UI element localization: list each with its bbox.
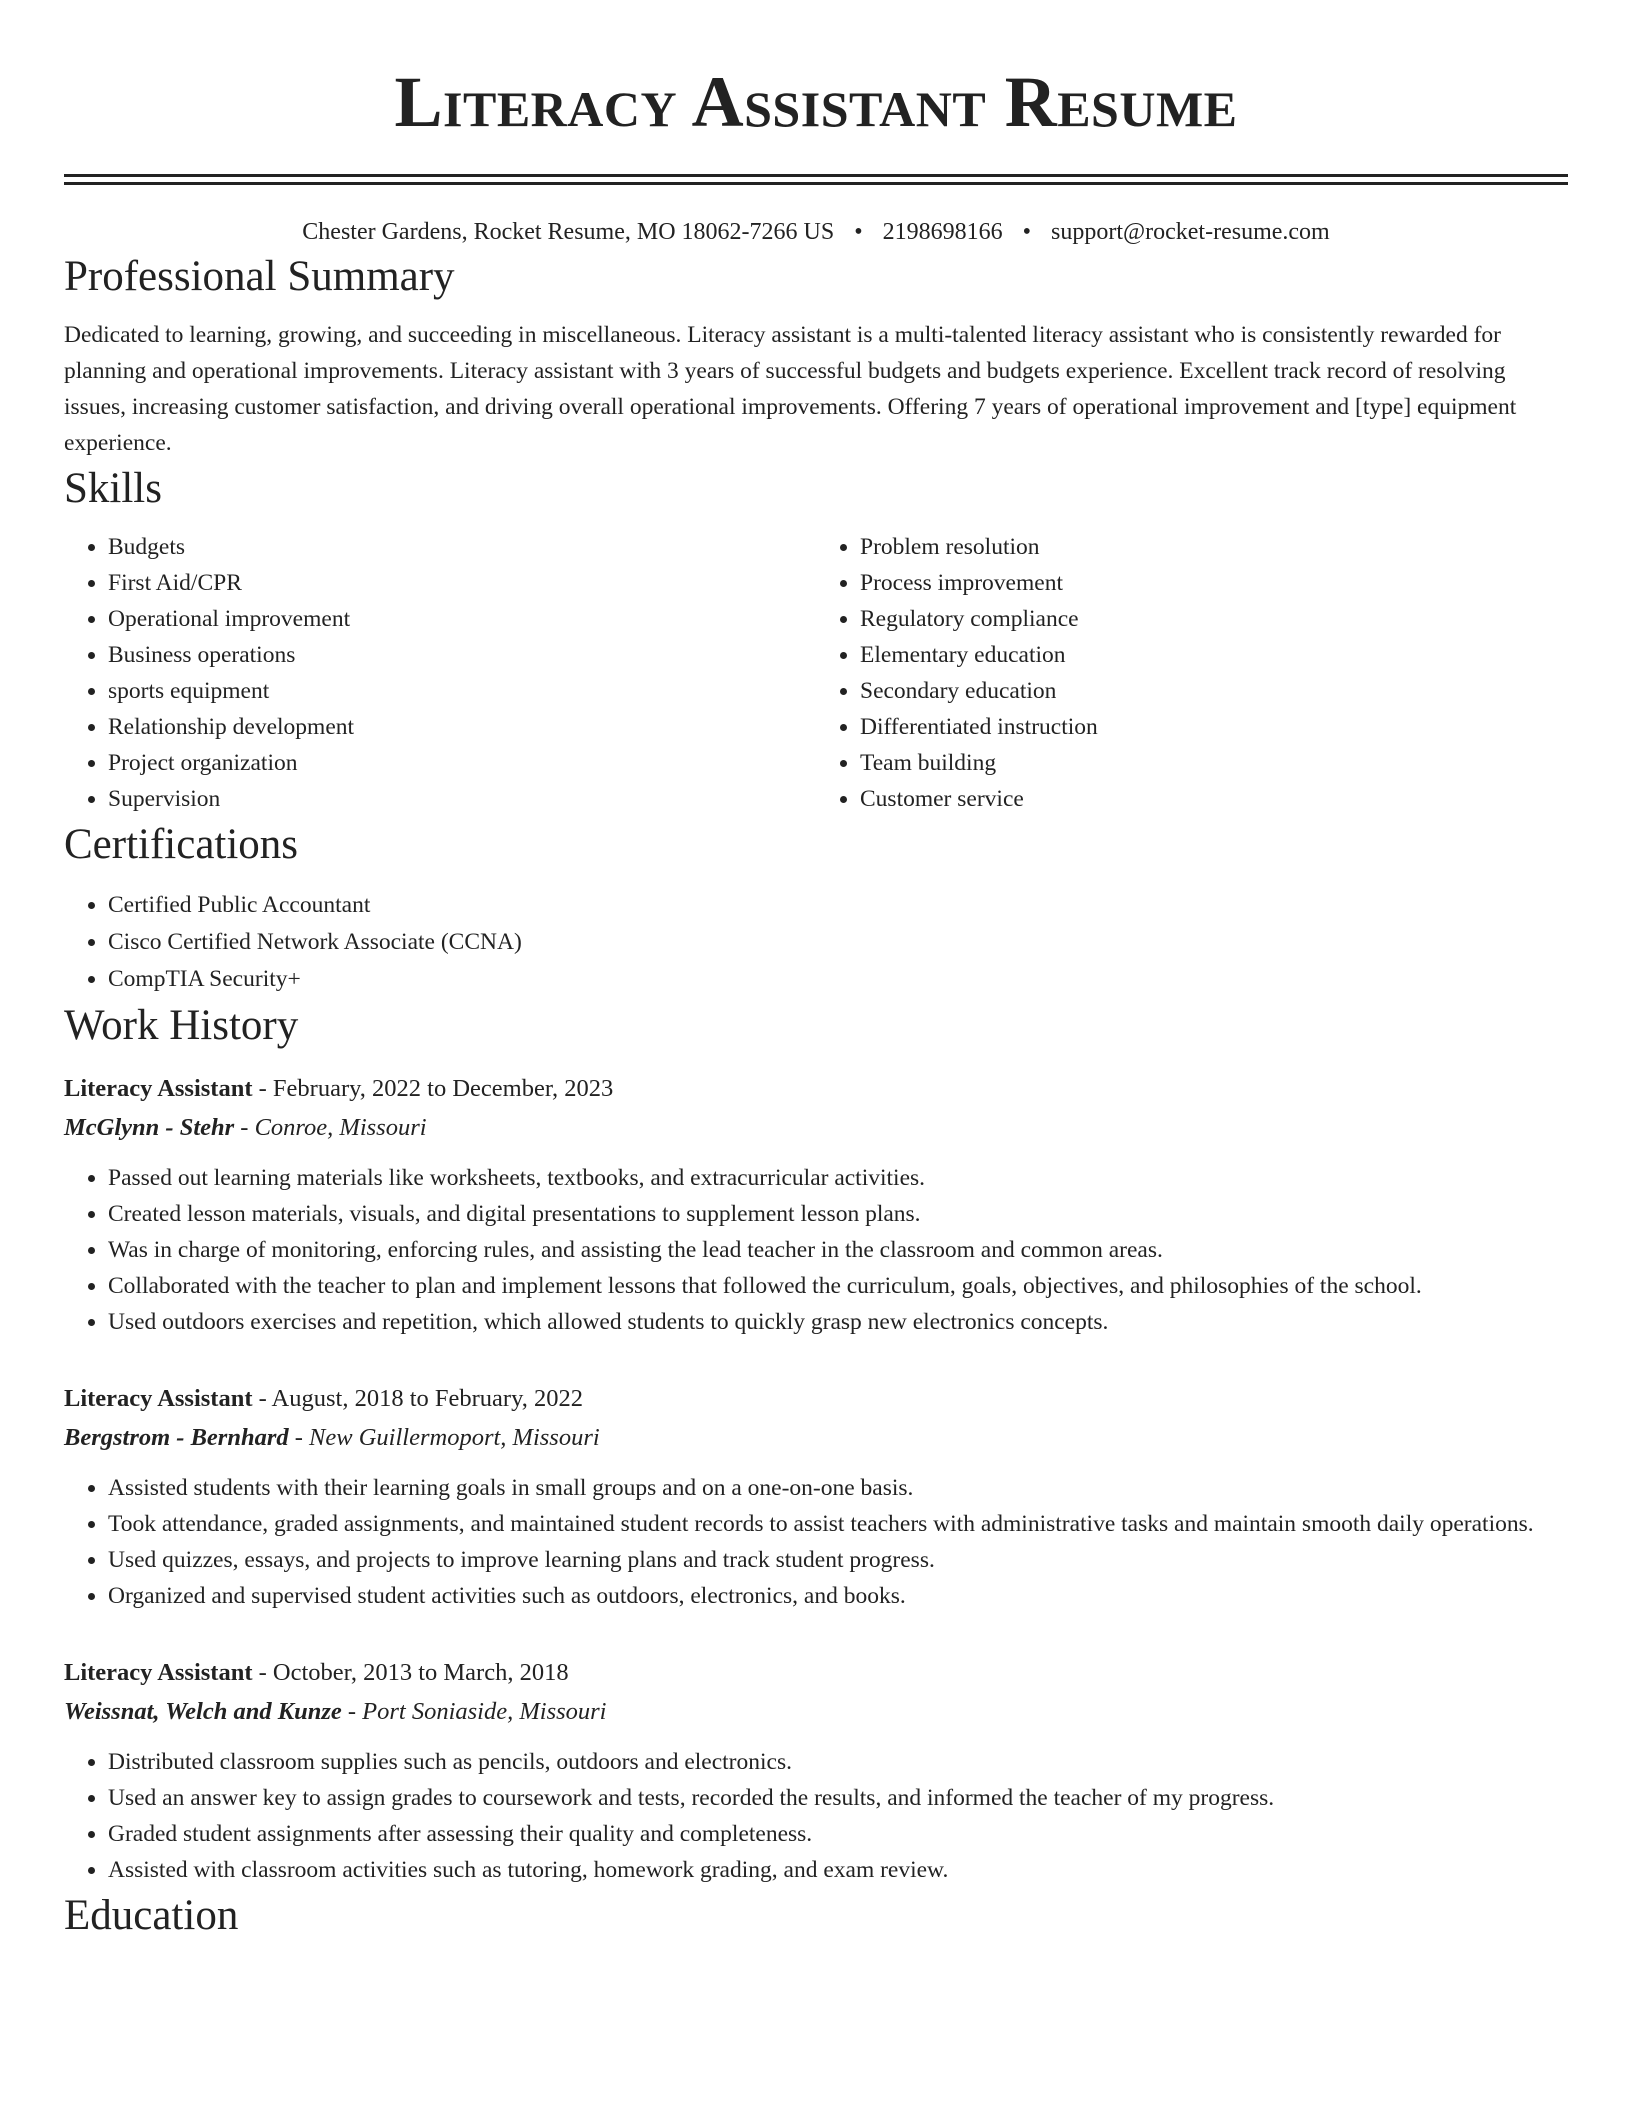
job-bullets	[64, 1160, 1568, 1340]
skills-grid	[64, 529, 1568, 817]
education-heading: Education	[64, 1892, 239, 1939]
job-bullet: • Graded student assignments after assessing their quality and completeness.	[108, 1816, 1568, 1852]
job-entry	[64, 1380, 1568, 1614]
job-bullets	[64, 1470, 1568, 1614]
skill-item: • Relationship development	[108, 709, 816, 745]
job-title-line	[64, 1070, 1568, 1108]
job-bullet: • Used quizzes, essays, and projects to improve learning plans and track student progress.	[108, 1542, 1568, 1578]
job-location: - Port Soniaside, Missouri	[341, 1698, 607, 1725]
jobs-list	[64, 1070, 1568, 1888]
summary-text: Dedicated to learning, growing, and succeeding in miscellaneous. Literacy assistant is a multi-talented literacy assistant who is consistently rewarded for planning and operational improvements. Literacy assistant with 3 years of successful budgets and budgets experience. Excellent track record of resolving issues, increasing customer satisfaction, and driving overall operational improvements. Offering 7 years of operational improvement and [type] equipment experience.	[64, 322, 1517, 456]
contact-separator: •	[1022, 219, 1032, 245]
contact-address: Chester Gardens, Rocket Resume, MO 18062-7266 US	[302, 219, 835, 245]
summary-section	[64, 249, 1568, 461]
certifications-section	[64, 817, 1568, 998]
skill-item: • Process improvement	[860, 565, 1568, 601]
job-role: Literacy Assistant	[64, 1659, 253, 1686]
job-bullet: • Used outdoors exercises and repetition, which allowed students to quickly grasp new electronics concepts.	[108, 1304, 1568, 1340]
education-section	[64, 1888, 1568, 1944]
job-bullet: • Passed out learning materials like worksheets, textbooks, and extracurricular activities.	[108, 1160, 1568, 1196]
title-double-rule	[64, 174, 1568, 185]
job-location: - Conroe, Missouri	[234, 1114, 427, 1141]
contact-email: support@rocket-resume.com	[1051, 219, 1330, 245]
certifications-heading: Certifications	[64, 821, 299, 868]
job-bullet: • Took attendance, graded assignments, and maintained student records to assist teachers with administrative tasks and maintain smooth daily operations.	[108, 1506, 1568, 1542]
job-bullet: • Collaborated with the teacher to plan and implement lessons that followed the curriculum, goals, objectives, and philosophies of the school.	[108, 1268, 1568, 1304]
skill-item: • Secondary education	[860, 673, 1568, 709]
job-bullet: • Assisted with classroom activities such as tutoring, homework grading, and exam review.	[108, 1852, 1568, 1888]
skills-left-column	[64, 529, 816, 817]
resume-title: Literacy Assistant Resume	[394, 62, 1238, 142]
job-bullet: • Assisted students with their learning goals in small groups and on a one-on-one basis.	[108, 1470, 1568, 1506]
skill-item: • Problem resolution	[860, 529, 1568, 565]
job-dates: - August, 2018 to February, 2022	[252, 1385, 583, 1412]
skills-right-column	[816, 529, 1568, 817]
skill-item: • sports equipment	[108, 673, 816, 709]
job-role: Literacy Assistant	[64, 1075, 253, 1102]
skill-item: • Operational improvement	[108, 601, 816, 637]
certification-item: • Certified Public Accountant	[108, 887, 1568, 924]
skill-item: • Regulatory compliance	[860, 601, 1568, 637]
skill-item: • Project organization	[108, 745, 816, 781]
job-role: Literacy Assistant	[64, 1385, 253, 1412]
skill-item: • Supervision	[108, 781, 816, 817]
job-title-line	[64, 1380, 1568, 1418]
job-bullet: • Organized and supervised student activities such as outdoors, electronics, and books.	[108, 1578, 1568, 1614]
skill-item: • Customer service	[860, 781, 1568, 817]
certification-item: • CompTIA Security+	[108, 961, 1568, 998]
summary-heading: Professional Summary	[64, 253, 455, 300]
job-company: McGlynn - Stehr	[64, 1114, 235, 1141]
job-location: - New Guillermoport, Missouri	[288, 1424, 600, 1451]
work-history-section	[64, 998, 1568, 1888]
job-employer-line	[64, 1108, 1568, 1148]
job-bullet: • Was in charge of monitoring, enforcing rules, and assisting the lead teacher in the classroom and common areas.	[108, 1232, 1568, 1268]
job-bullet: • Distributed classroom supplies such as pencils, outdoors and electronics.	[108, 1744, 1568, 1780]
skill-item: • Differentiated instruction	[860, 709, 1568, 745]
job-dates: - October, 2013 to March, 2018	[252, 1659, 569, 1686]
job-bullet: • Used an answer key to assign grades to coursework and tests, recorded the results, and informed the teacher of my progress.	[108, 1780, 1568, 1816]
contact-separator: •	[854, 219, 863, 245]
skill-item: • Elementary education	[860, 637, 1568, 673]
job-title-line	[64, 1654, 1568, 1692]
job-employer-line	[64, 1418, 1568, 1458]
job-company: Bergstrom - Bernhard	[64, 1424, 289, 1451]
skill-item: • Business operations	[108, 637, 816, 673]
certifications-list	[64, 887, 1568, 998]
job-employer-line	[64, 1692, 1568, 1732]
skill-item: • Budgets	[108, 529, 816, 565]
job-company: Weissnat, Welch and Kunze	[64, 1698, 342, 1725]
skills-section	[64, 461, 1568, 817]
skills-heading: Skills	[64, 465, 162, 512]
skill-item: • Team building	[860, 745, 1568, 781]
job-bullets	[64, 1744, 1568, 1888]
job-entry	[64, 1070, 1568, 1340]
certification-item: • Cisco Certified Network Associate (CCNA)	[108, 924, 1568, 961]
skill-item: • First Aid/CPR	[108, 565, 816, 601]
job-bullet: • Created lesson materials, visuals, and digital presentations to supplement lesson plans.	[108, 1196, 1568, 1232]
job-dates: - February, 2022 to December, 2023	[252, 1075, 614, 1102]
job-entry	[64, 1654, 1568, 1888]
work-history-heading: Work History	[64, 1002, 299, 1049]
contact-phone: 2198698166	[882, 219, 1003, 245]
contact-line	[64, 215, 1568, 249]
